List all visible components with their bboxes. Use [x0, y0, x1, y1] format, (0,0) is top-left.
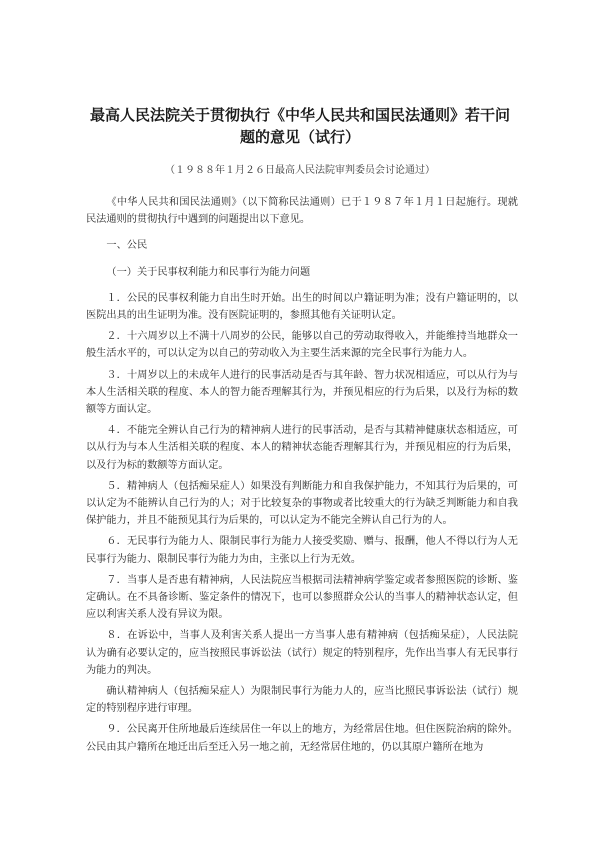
- document-title: 最高人民法院关于贯彻执行《中华人民共和国民法通则》若干问题的意见（试行）: [89, 106, 510, 146]
- part-heading: 一、公民: [106, 240, 148, 252]
- adoption-note: （１９８８年１月２６日最高人民法院审判委员会讨论通过）: [165, 165, 435, 176]
- article-1: １．公民的民事权利能力自出生时开始。出生的时间以户籍证明为准；没有户籍证明的，以医院出具的出生证明为准。没有医院证明的，参照其他有关证明认定。: [86, 292, 518, 322]
- article-9: ９．公民离开住所地最后连续居住一年以上的地方，为经常居住地。但住医院治病的除外。公民由其户籍所在地迁出后至迁入另一地之前，无经常居住地的，仍以其原户籍所在地为: [86, 724, 518, 753]
- article-2: ２．十六周岁以上不满十八周岁的公民，能够以自己的劳动取得收入，并能维持当地群众一般生活水平的，可以认定为以自己的劳动收入为主要生活来源的完全民事行为能力人。: [86, 331, 518, 360]
- article-7: ７．当事人是否患有精神病，人民法院应当根据司法精神病学鉴定或者参照医院的诊断、鉴定确认。在不具备诊断、鉴定条件的情况下，也可以参照群众公认的当事人的精神状态认定，但应以利害关系人没有异议为限。: [86, 574, 518, 621]
- section-heading: （一）关于民事权利能力和民事行为能力问题: [106, 266, 311, 278]
- article-4: ４．不能完全辨认自己行为的精神病人进行的民事活动，是否与其精神健康状态相适应，可以从行为与本人生活相关联的程度、本人的精神状态能否理解其行为，并预见相应的行为后果，以及行为标的数额等方面认定。: [86, 425, 518, 471]
- article-5: ５．精神病人（包括痴呆症人）如果没有判断能力和自我保护能力，不知其行为后果的，可以认定为不能辨认自己行为的人；对于比较复杂的事物或者比较重大的行为缺乏判断能力和自我保护能力，并且不能预见其行为后果的，可以认定为不能完全辨认自己行为的人。: [86, 480, 518, 527]
- article-6: ６．无民事行为能力人、限制民事行为能力人接受奖励、赠与、报酬，他人不得以行为人无民事行为能力、限制民事行为能力为由，主张以上行为无效。: [86, 536, 518, 565]
- article-8: ８．在诉讼中，当事人及利害关系人提出一方当事人患有精神病（包括痴呆症），人民法院认为确有必要认定的，应当按照民事诉讼法（试行）规定的特别程序，先作出当事人有无民事行为能力的判决。: [86, 630, 518, 676]
- document-body: [86, 194, 518, 756]
- article-8-continuation: 确认精神病人（包括痴呆症人）为限制民事行为能力人的，应当比照民事诉讼法（试行）规定的特别程序进行审理。: [86, 686, 518, 715]
- preamble: 《中华人民共和国民法通则》（以下简称民法通则）已于１９８７年１月１日起施行。现就民法通则的贯彻执行中遇到的问题提出以下意见。: [86, 197, 518, 226]
- article-3: ３．十周岁以上的未成年人进行的民事活动是否与其年龄、智力状况相适应，可以从行为与本人生活相关联的程度、本人的智力能否理解其行为，并预见相应的行为后果，以及行为标的数额等方面认定。: [86, 369, 518, 416]
